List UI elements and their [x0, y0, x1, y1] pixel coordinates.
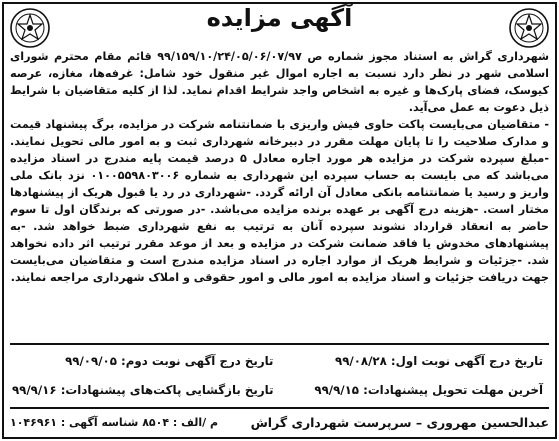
- opening-date: تاریخ بازگشایی پاکت‌های پیشنهادات: ۹۹/۹/۱۶: [11, 383, 274, 397]
- second-publish-date: تاریخ درج آگهی نوبت دوم: ۹۹/۰۹/۰۵: [65, 354, 274, 368]
- ad-reference: م /الف : ۸۵۰۴ شناسه آگهی : ۱۰۴۶۹۶۱: [10, 415, 219, 429]
- ad-body: [10, 48, 549, 286]
- intro-paragraph: شهرداری گراش به استناد مجوز شماره ص ۹۹/۱۵۹/۱۰/۲۴/۰۵/۰۶/۰۷/۹۷ قائم مقام محترم شورای اسلامی شهر در نظر دارد نسبت به اجاره اموال غیر منقول خود شامل: غرفه‌ها، مغازه، عرصه کیوسک، فضای پارک‌ها و غیره به اشخاص واجد شرایط اقدام نماید. لذا از کلیه متقاضیان با شرایط ذیل دعوت به عمل می‌آید.: [10, 50, 549, 114]
- dates-row: [10, 347, 549, 375]
- submission-deadline: آخرین مهلت تحویل پیشنهادات: ۹۹/۹/۱۵: [314, 383, 543, 397]
- dates-box: [10, 343, 549, 409]
- conditions-paragraph: - متقاضیان می‌بایست پاکت حاوی فیش واریزی با ضمانتنامه شرکت در مزایده، برگ پیشنهاد قیمت و مدارک صلاحیت را تا پایان مهلت مقرر در دبیرخانه شهرداری ثبت و به امور مالی تحویل نمایند. -مبلغ سپرده شرکت در مزایده هر مورد اجاره معادل ۵ درصد قیمت پایه مندرج در اسناد مزایده می‌باشد که می بایست به حساب سپرده این شهرداری به شماره ۰۱۰۰۵۵۹۸۰۳۰۰۶ نزد بانک ملی واریز و رسید یا ضمانتنامه بانکی معادل آن ارائه گردد. -شهرداری در رد یا قبول هریک از پیشنهادها مختار است. -هزینه درج آگهی بر عهده برنده مزایده می‌باشد. -در صورتی که برندگان اول تا سوم حاضر به انعقاد قرارداد نشوند سپرده آنان به ترتیب به نفع شهرداری ضبط خواهد شد. -به پیشنهادهای مخدوش یا فاقد ضمانت شرکت در مزایده و بعد از موعد مقرر ترتیب اثر داده نخواهد شد. -جزئیات و شرایط هریک از موارد اجاره در اسناد مزایده مندرج است و متقاضیان می‌بایست جهت دریافت جزئیات و اسناد مزایده به امور مالی و امور حقوقی و املاک شهرداری مراجعه نمایند.: [10, 118, 549, 284]
- ad-footer: [10, 410, 549, 434]
- signature: عبدالحسین مهروری – سرپرست شهرداری گراش: [250, 414, 549, 430]
- ad-title: آگهی مزایده: [206, 4, 353, 32]
- dates-row: [10, 376, 549, 404]
- first-publish-date: تاریخ درج آگهی نوبت اول: ۹۹/۰۸/۲۸: [335, 354, 543, 368]
